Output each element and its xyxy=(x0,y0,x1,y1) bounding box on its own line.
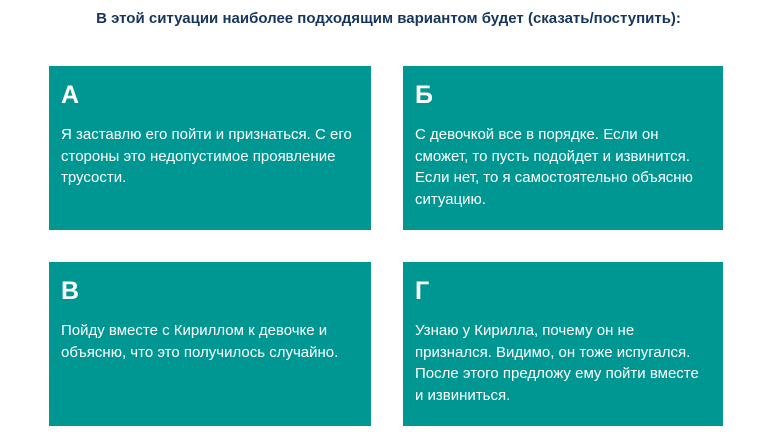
option-text: Пойду вместе с Кириллом к девочке и объясню, что это получилось случайно. xyxy=(61,322,339,361)
option-letter: В xyxy=(61,277,80,305)
option-letter: Б xyxy=(415,81,433,109)
option-letter: А xyxy=(61,81,80,109)
option-letter: Г xyxy=(415,277,430,305)
option-text: Я заставлю его пойти и признаться. С его стороны это недопустимое проявление трусости. xyxy=(61,126,352,186)
option-card-a[interactable] xyxy=(49,66,371,230)
question-prompt: В этой ситуации наиболее подходящим вариантом будет (сказать/поступить): xyxy=(96,10,681,27)
option-card-d[interactable] xyxy=(403,262,723,426)
option-card-b[interactable] xyxy=(403,66,723,230)
option-card-c[interactable] xyxy=(49,262,371,426)
option-text: Узнаю у Кирилла, почему он не признался. Видимо, он тоже испугался. После этого предложу ему пойти вместе и извиниться. xyxy=(415,322,699,404)
option-text: С девочкой все в порядке. Если он сможет, то пусть подойдет и извинится. Если нет, то я самостоятельно объясню ситуацию. xyxy=(415,126,693,208)
